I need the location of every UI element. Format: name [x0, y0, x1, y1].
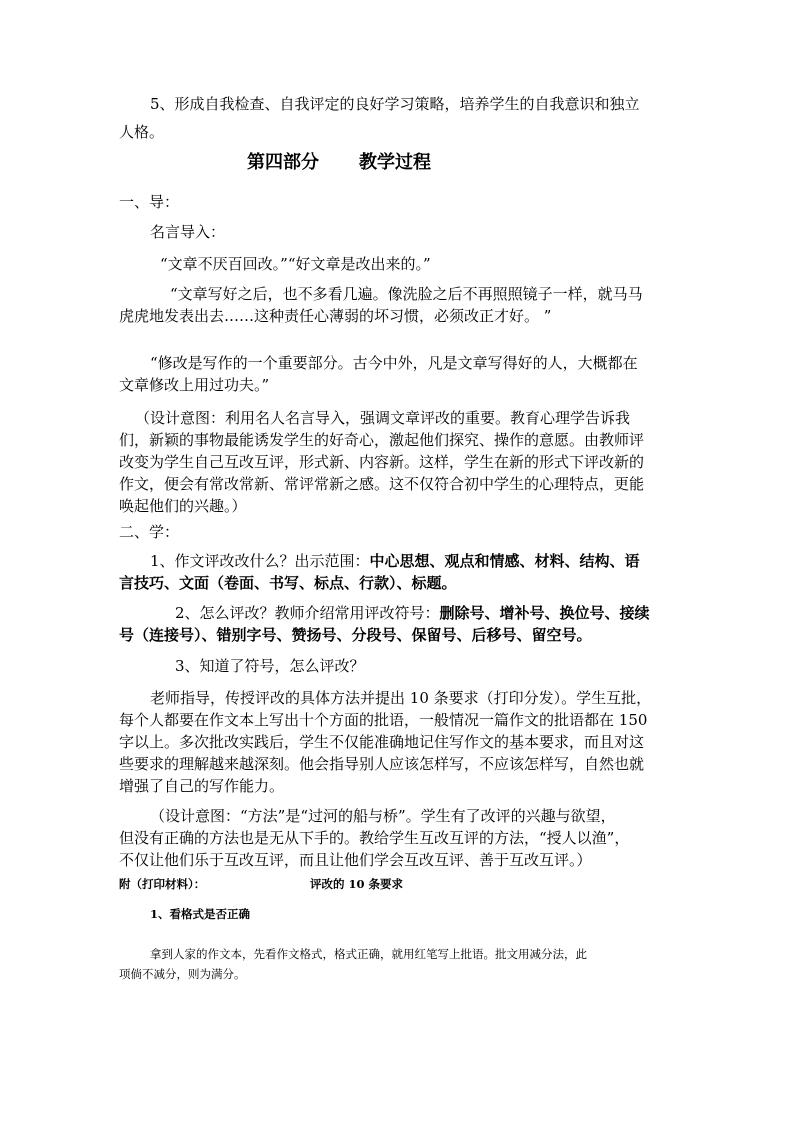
item-2-prefix: 2、怎么评改？教师介绍常用评改符号： [175, 604, 440, 622]
item-2-line-1 [175, 603, 650, 623]
guide-line-3: 字以上。多次批改实践后，学生不仅能准确地记住写作文的基本要求，而且对这 [119, 733, 645, 751]
item-1-scope-bold: 中心思想、观点和情感、材料、结构、语 [369, 552, 640, 570]
quote-1: “文章不厌百回改。”“好文章是改出来的。” [160, 255, 431, 273]
heading-learning: 二、学： [119, 523, 180, 541]
design-note-1-line-2: 们，新颖的事物最能诱发学生的好奇心，激起他们探究、操作的意愿。由教师评 [119, 431, 645, 449]
quote-intro-label: 名言导入： [150, 223, 226, 241]
guide-line-1: 老师指导，传授评改的具体方法并提出 10 条要求（打印分发）。学生互批， [150, 689, 652, 707]
item-2-line-2: 号（连接号）、错别字号、赞扬号、分段号、保留号、后移号、留空号。 [119, 626, 592, 644]
heading-introduction: 一、导： [119, 193, 180, 211]
attachment-label: 附（打印材料）： [119, 877, 206, 891]
attachment-title: 评改的 10 条要求 [310, 877, 404, 891]
design-note-1-line-4: 作文，便会有常改常新、常评常新之感。这不仅符合初中学生的心理特点，更能 [119, 475, 645, 493]
guide-line-2: 每个人都要在作文本上写出十个方面的批语，一般情况一篇作文的批语都在 150 [119, 711, 648, 729]
item-2-symbols-bold: 删除号、增补号、换位号、接续 [439, 604, 650, 622]
design-note-1-line-5: 唤起他们的兴趣。） [119, 497, 247, 515]
item-1-prefix: 1、作文评改改什么？出示范围： [150, 552, 370, 570]
requirement-1-line-1: 拿到人家的作文本，先看作文格式，格式正确，就用红笔写上批语。批文用减分法，此 [150, 947, 587, 961]
objective-5-line-1: 5、形成自我检查、自我评定的良好学习策略，培养学生的自我意识和独立 [150, 95, 640, 113]
quote-2-line-2: 虎虎地发表出去……这种责任心薄弱的坏习惯，必须改正才好。 ” [119, 307, 552, 325]
design-note-2-line-3: 不仅让他们乐于互改互评，而且让他们学会互改互评、善于互改互评。） [119, 851, 592, 869]
design-note-1-line-1: （设计意图：利用名人名言导入，强调文章评改的重要。教育心理学告诉我 [135, 409, 631, 427]
objective-5-line-2: 人格。 [119, 123, 165, 141]
item-1-line-1 [150, 551, 640, 571]
design-note-2-line-1: （设计意图：“方法”是“过河的船与桥”。学生有了改评的兴趣与欲望， [150, 807, 616, 825]
requirement-1-title: 1、看格式是否正确 [150, 907, 251, 921]
requirement-1-line-2: 项倘不减分，则为满分。 [119, 967, 246, 981]
design-note-1-line-3: 改变为学生自己互改互评，形式新、内容新。这样，学生在新的形式下评改新的 [119, 453, 645, 471]
section-subtitle: 教学过程 [359, 152, 431, 173]
quote-3-line-1: “修改是写作的一个重要部分。古今中外，凡是文章写得好的人，大概都在 [150, 354, 638, 372]
section-title: 第四部分 [247, 152, 319, 173]
quote-3-line-2: 文章修改上用过功夫。” [119, 376, 270, 394]
design-note-2-line-2: 但没有正确的方法也是无从下手的。教给学生互改互评的方法，“授人以渔”， [119, 829, 630, 847]
item-3: 3、知道了符号，怎么评改？ [175, 657, 365, 675]
guide-line-4: 些要求的理解越来越深刻。他会指导别人应该怎样写，不应该怎样写，自然也就 [119, 755, 645, 773]
item-1-line-2: 言技巧、文面（卷面、书写、标点、行款）、标题。 [119, 574, 457, 592]
guide-line-5: 增强了自己的写作能力。 [119, 777, 285, 795]
quote-2-line-1: “文章写好之后，也不多看几遍。像洗脸之后不再照照镜子一样，就马马 [170, 285, 643, 303]
